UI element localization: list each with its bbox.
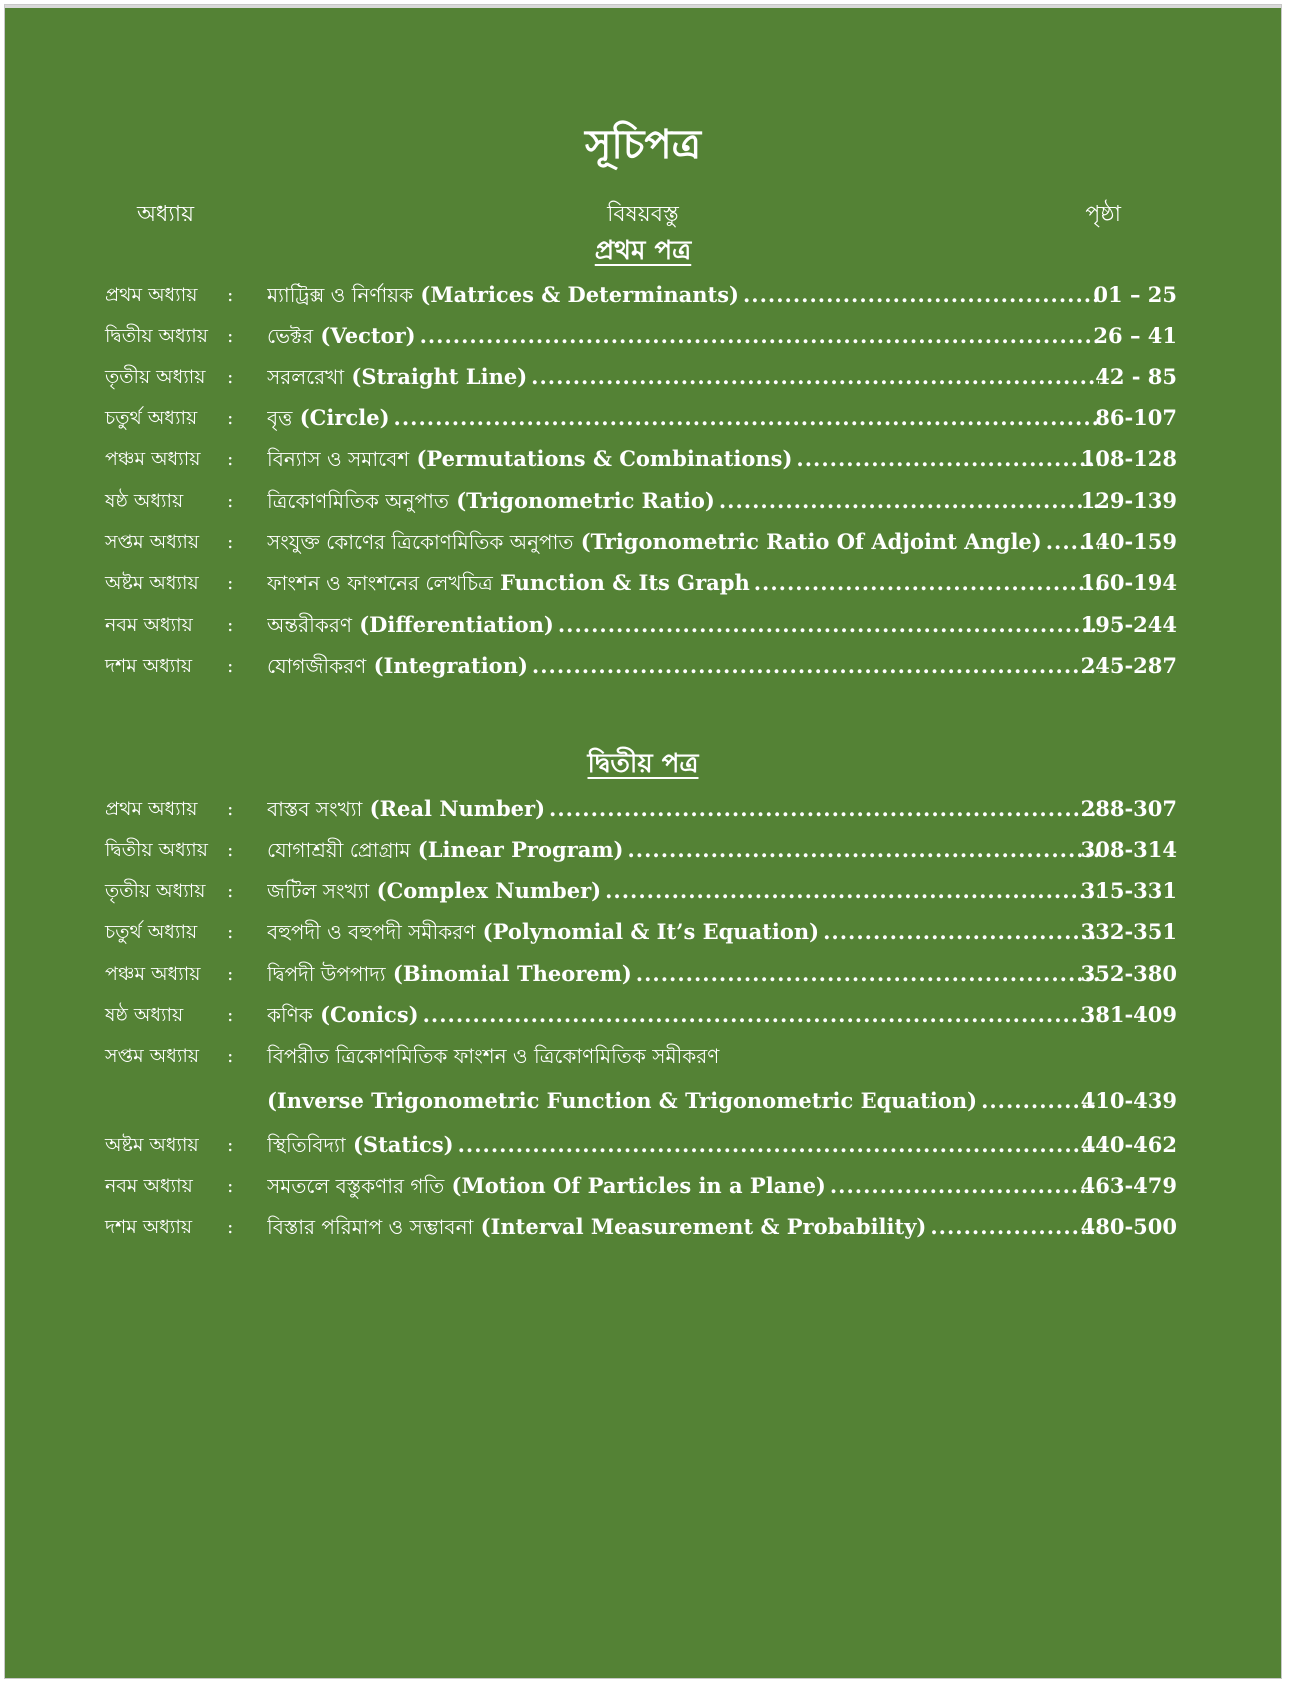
chapter-label: অষ্টম অধ্যায় [105, 572, 199, 594]
toc-row[interactable] [5, 403, 1281, 433]
subject-bengali: সমতলে বস্তুকণার গতি [267, 1174, 445, 1198]
toc-row[interactable] [5, 917, 1281, 947]
toc-row[interactable] [5, 1212, 1281, 1242]
subject-english: (Differentiation) [359, 612, 554, 637]
colon: : [227, 531, 234, 553]
page-range: 332-351 [1080, 919, 1177, 944]
page-range: 42 - 85 [1095, 364, 1177, 389]
chapter-label: তৃতীয় অধ্যায় [105, 880, 206, 902]
chapter-subject [267, 568, 1099, 598]
toc-row[interactable] [5, 568, 1281, 598]
subject-bengali: ত্রিকোণমিতিক অনুপাত [267, 489, 449, 513]
chapter-subject [267, 876, 1099, 906]
subject-bengali: ম্যাট্রিক্স ও নির্ণায়ক [267, 283, 414, 307]
colon: : [227, 921, 234, 943]
page-range: 410-439 [1080, 1088, 1177, 1113]
subject-bengali: যোগাশ্রয়ী প্রোগ্রাম [267, 838, 411, 862]
dot-leader [719, 486, 1099, 516]
chapter-label: তৃতীয় অধ্যায় [105, 366, 206, 388]
toc-page [4, 4, 1282, 1679]
dot-leader [423, 1000, 1099, 1030]
dot-leader [796, 444, 1099, 474]
section-title-paper1 [5, 230, 1281, 274]
colon: : [227, 572, 234, 594]
subject-english: (Complex Number) [376, 878, 602, 903]
subject-english: (Circle) [299, 405, 390, 430]
colon: : [227, 655, 234, 677]
subject-bengali: বাস্তব সংখ্যা [267, 797, 363, 821]
subject-english: (Straight Line) [351, 364, 528, 389]
dot-leader [627, 835, 1099, 865]
subject-english: (Permutations & Combinations) [416, 446, 793, 471]
page-range: 129-139 [1080, 488, 1177, 513]
page-range: 352-380 [1080, 961, 1177, 986]
chapter-label: ষষ্ঠ অধ্যায় [105, 1004, 184, 1026]
column-header-chapter: অধ্যায় [137, 202, 195, 227]
chapter-subject [267, 651, 1099, 681]
subject-english: (Inverse Trigonometric Function & Trigonometric Equation) [267, 1088, 978, 1113]
chapter-label: চতুর্থ অধ্যায় [105, 921, 198, 943]
colon: : [227, 1004, 234, 1026]
chapter-label: সপ্তম অধ্যায় [105, 1045, 200, 1067]
colon: : [227, 798, 234, 820]
dot-leader [420, 321, 1099, 351]
toc-row[interactable] [5, 959, 1281, 989]
subject-bengali: দ্বিপদী উপপাদ্য [267, 962, 386, 986]
subject-english: Function & Its Graph [500, 570, 750, 595]
page-range: 315-331 [1080, 878, 1177, 903]
chapter-label: দশম অধ্যায় [105, 655, 193, 677]
chapter-subject [267, 321, 1099, 351]
chapter-subject [267, 917, 1099, 947]
section-title-paper1-text: প্রথম পত্র [594, 236, 692, 266]
subject-english: (Linear Program) [417, 837, 624, 862]
chapter-subject [267, 486, 1099, 516]
page-top-edge [5, 5, 1281, 8]
chapter-label: পঞ্চম অধ্যায় [105, 448, 201, 470]
page-range: 26 – 41 [1093, 323, 1177, 348]
toc-row[interactable] [5, 280, 1281, 310]
page-range: 86-107 [1095, 405, 1177, 430]
dot-leader [636, 959, 1099, 989]
dot-leader [743, 280, 1099, 310]
page-range: 140-159 [1080, 529, 1177, 554]
chapter-label: প্রথম অধ্যায় [105, 798, 198, 820]
subject-english: (Conics) [320, 1002, 419, 1027]
colon: : [227, 1175, 234, 1197]
chapter-label: দ্বিতীয় অধ্যায় [105, 839, 208, 861]
toc-row[interactable] [5, 1130, 1281, 1160]
colon: : [227, 490, 234, 512]
chapter-subject [267, 1000, 1099, 1030]
page-range: 01 – 25 [1093, 282, 1177, 307]
chapter-label: পঞ্চম অধ্যায় [105, 963, 201, 985]
colon: : [227, 963, 234, 985]
column-header-subject: বিষয়বস্তু [607, 202, 679, 227]
colon: : [227, 407, 234, 429]
toc-row[interactable] [5, 362, 1281, 392]
chapter-subject [267, 794, 1099, 824]
page-range: 308-314 [1080, 837, 1177, 862]
dot-leader [532, 651, 1099, 681]
subject-english: (Trigonometric Ratio Of Adjoint Angle) [580, 529, 1042, 554]
chapter-subject [267, 280, 1099, 310]
page-title: সূচিপত্র [585, 121, 701, 168]
chapter-subject [267, 1086, 1099, 1116]
subject-bengali: জটিল সংখ্যা [267, 879, 370, 903]
dot-leader [605, 876, 1099, 906]
chapter-subject [267, 610, 1099, 640]
page-range: 160-194 [1080, 570, 1177, 595]
subject-english: (Motion Of Particles in a Plane) [451, 1173, 826, 1198]
section-title-paper2 [5, 743, 1281, 787]
subject-english: (Interval Measurement & Probability) [480, 1214, 927, 1239]
chapter-subject [267, 362, 1099, 392]
subject-bengali: যোগজীকরণ [267, 654, 367, 678]
subject-english: (Real Number) [369, 796, 546, 821]
subject-bengali: বিন্যাস ও সমাবেশ [267, 447, 410, 471]
colon: : [227, 1045, 234, 1067]
chapter-subject [267, 959, 1099, 989]
toc-row[interactable] [5, 444, 1281, 474]
chapter-subject [267, 835, 1099, 865]
chapter-subject [267, 527, 1099, 557]
colon: : [227, 325, 234, 347]
dot-leader [930, 1212, 1099, 1242]
toc-row[interactable] [5, 1041, 1281, 1071]
subject-bengali: সংযুক্ত কোণের ত্রিকোণমিতিক অনুপাত [267, 530, 574, 554]
toc-row[interactable] [5, 321, 1281, 351]
subject-bengali: বহুপদী ও বহুপদী সমীকরণ [267, 920, 476, 944]
subject-english: (Statics) [352, 1132, 454, 1157]
chapter-label: চতুর্থ অধ্যায় [105, 407, 198, 429]
toc-row[interactable] [5, 527, 1281, 557]
dot-leader [830, 1171, 1099, 1201]
toc-row[interactable] [5, 610, 1281, 640]
page-range: 195-244 [1080, 612, 1177, 637]
subject-bengali: অন্তরীকরণ [267, 613, 352, 637]
dot-leader [531, 362, 1099, 392]
subject-bengali: বৃত্ত [267, 406, 293, 430]
dot-leader [394, 403, 1099, 433]
chapter-subject [267, 1171, 1099, 1201]
toc-row[interactable] [5, 794, 1281, 824]
colon: : [227, 448, 234, 470]
page-range: 288-307 [1080, 796, 1177, 821]
colon: : [227, 366, 234, 388]
colon: : [227, 614, 234, 636]
subject-bengali: ফাংশন ও ফাংশনের লেখচিত্র [267, 571, 493, 595]
toc-row-continuation[interactable] [5, 1086, 1281, 1116]
chapter-subject [267, 444, 1099, 474]
page-range: 381-409 [1080, 1002, 1177, 1027]
dot-leader [549, 794, 1099, 824]
toc-row[interactable] [5, 486, 1281, 516]
column-header-page: পৃষ্ঠা [1085, 202, 1121, 227]
dot-leader [558, 610, 1099, 640]
colon: : [227, 1134, 234, 1156]
page-range: 245-287 [1080, 653, 1177, 678]
chapter-label: নবম অধ্যায় [105, 1175, 193, 1197]
subject-bengali: ভেক্টর [267, 324, 314, 348]
chapter-label: দশম অধ্যায় [105, 1216, 193, 1238]
dot-leader [823, 917, 1099, 947]
chapter-label: নবম অধ্যায় [105, 614, 193, 636]
subject-english: (Trigonometric Ratio) [456, 488, 715, 513]
subject-english: (Integration) [373, 653, 528, 678]
page-range: 108-128 [1080, 446, 1177, 471]
toc-row[interactable] [5, 1000, 1281, 1030]
section-title-paper2-text: দ্বিতীয় পত্র [587, 749, 699, 779]
colon: : [227, 839, 234, 861]
subject-bengali: সরলরেখা [267, 365, 345, 389]
subject-english: (Matrices & Determinants) [420, 282, 739, 307]
page-range: 440-462 [1080, 1132, 1177, 1157]
toc-row[interactable] [5, 1171, 1281, 1201]
chapter-label: সপ্তম অধ্যায় [105, 531, 200, 553]
chapter-subject [267, 1212, 1099, 1242]
toc-row[interactable] [5, 835, 1281, 865]
subject-bengali: বিস্তার পরিমাপ ও সম্ভাবনা [267, 1215, 474, 1239]
page-range: 480-500 [1080, 1214, 1177, 1239]
subject-bengali-line: বিপরীত ত্রিকোণমিতিক ফাংশন ও ত্রিকোণমিতিক সমীকরণ [267, 1044, 720, 1068]
page-range: 463-479 [1080, 1173, 1177, 1198]
chapter-label: প্রথম অধ্যায় [105, 284, 198, 306]
dot-leader [754, 568, 1099, 598]
toc-row[interactable] [5, 876, 1281, 906]
dot-leader [458, 1130, 1099, 1160]
subject-english: (Binomial Theorem) [392, 961, 632, 986]
chapter-label: দ্বিতীয় অধ্যায় [105, 325, 208, 347]
toc-row[interactable] [5, 651, 1281, 681]
colon: : [227, 880, 234, 902]
subject-bengali: স্থিতিবিদ্যা [267, 1133, 346, 1157]
subject-english: (Vector) [320, 323, 416, 348]
chapter-label: অষ্টম অধ্যায় [105, 1134, 199, 1156]
chapter-subject [267, 1130, 1099, 1160]
subject-bengali: কণিক [267, 1003, 313, 1027]
colon: : [227, 284, 234, 306]
chapter-subject [267, 403, 1099, 433]
subject-english: (Polynomial & It’s Equation) [482, 919, 820, 944]
chapter-label: ষষ্ঠ অধ্যায় [105, 490, 184, 512]
colon: : [227, 1216, 234, 1238]
